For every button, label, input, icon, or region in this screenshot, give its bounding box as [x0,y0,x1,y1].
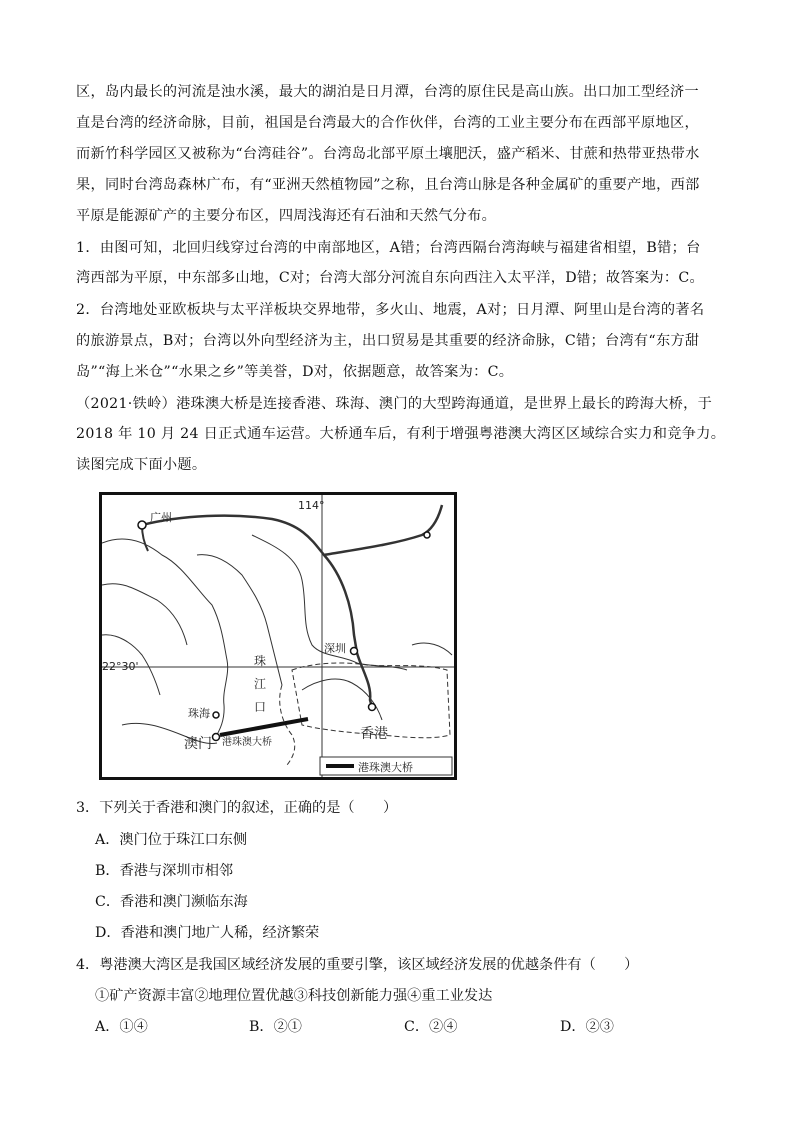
label-latitude: 22°30' [102,660,139,673]
railway [324,505,442,555]
paragraph-line: 区，岛内最长的河流是浊水溪，最大的湖泊是日月潭，台湾的原住民是高山族。出口加工型经济一 [76,84,699,100]
paragraph-line: 而新竹科学园区又被称为“台湾硅谷”。台湾岛北部平原土壤肥沃，盛产稻米、甘蔗和热带亚热带水 [76,146,700,162]
answer-line: 的旅游景点，B对；台湾以外向型经济为主，出口贸易是其重要的经济命脉，C错；台湾有“东方甜 [76,333,700,349]
label-hongkong: 香港 [360,726,388,742]
q4-option-b: B．②① [249,1019,302,1035]
q4-option-a: A．①④ [95,1019,148,1035]
answer-line: 2．台湾地处亚欧板块与太平洋板块交界地带，多火山、地震，A对；日月潭、阿里山是台湾的著名 [76,302,705,318]
paragraph-line: 果，同时台湾岛森林广布，有“亚洲天然植物园”之称，且台湾山脉是各种金属矿的重要产地，西部 [76,177,700,193]
railway [357,653,372,707]
answer-line: 1．由图可知，北回归线穿过台湾的中南部地区，A错；台湾西隔台湾海峡与福建省相望，B错；台 [76,240,701,256]
pearl-river-delta-map [99,492,457,780]
question-intro: （2021·铁岭）港珠澳大桥是连接香港、珠海、澳门的大型跨海通道，是世界上最长的跨海大桥，于 [76,396,713,412]
label-guangzhou: 广州 [150,511,172,524]
label-bridge: 港珠澳大桥 [222,737,272,748]
q4-option-d: D．②③ [560,1019,614,1035]
q4-option-c: C．②④ [404,1019,458,1035]
question-intro: 2018 年 10 月 24 日正式通车运营。大桥通车后，有利于增强粤港澳大湾区区域综合实力和竞争力。 [76,426,726,442]
city-dot-guangzhou [138,521,146,529]
label-zhuhai: 珠海 [188,707,210,720]
map-drawing [102,495,454,777]
answer-line: 湾西部为平原，中东部多山地，C对；台湾大部分河流自东向西注入太平洋，D错；故答案为：C。 [76,270,704,286]
q4-conditions: ①矿产资源丰富②地理位置优越③科技创新能力强④重工业发达 [95,988,493,1004]
paragraph-line: 直是台湾的经济命脉，目前，祖国是台湾最大的合作伙伴，台湾的工业主要分布在西部平原地区， [76,115,699,131]
city-dot [424,532,430,538]
q3-option-a: A．澳门位于珠江口东侧 [95,832,248,848]
label-zhu: 珠 [254,654,267,668]
question-3-stem: 3．下列关于香港和澳门的叙述，正确的是（ ） [76,800,398,816]
paragraph-line: 平原是能源矿产的主要分布区，四周浅海还有石油和天然气分布。 [76,208,497,224]
q3-option-b: B．香港与深圳市相邻 [95,863,234,879]
label-kou: 口 [254,700,267,714]
question-intro: 读图完成下面小题。 [76,457,207,473]
label-longitude: 114° [298,499,325,512]
coastline [412,643,452,655]
label-macau: 澳门 [184,736,212,752]
legend-label: 港珠澳大桥 [358,761,413,774]
city-dot-macau [213,734,220,741]
q3-option-c: C．香港和澳门濒临东海 [95,894,248,910]
question-4-stem: 4．粤港澳大湾区是我国区域经济发展的重要引擎，该区域经济发展的优越条件有（ ） [76,957,639,973]
q3-option-d: D．香港和澳门地广人稀，经济繁荣 [95,925,320,941]
label-jiang: 江 [254,677,267,691]
answer-line: 岛”“海上米仓”“水果之乡”等美誉，D对，依据题意，故答案为：C。 [76,364,514,380]
railway [142,516,357,653]
city-dot-shenzhen [351,648,358,655]
river-channel [197,555,282,685]
city-dot-zhuhai [213,712,219,718]
label-shenzhen: 深圳 [324,642,346,655]
city-dot-hongkong [369,704,376,711]
